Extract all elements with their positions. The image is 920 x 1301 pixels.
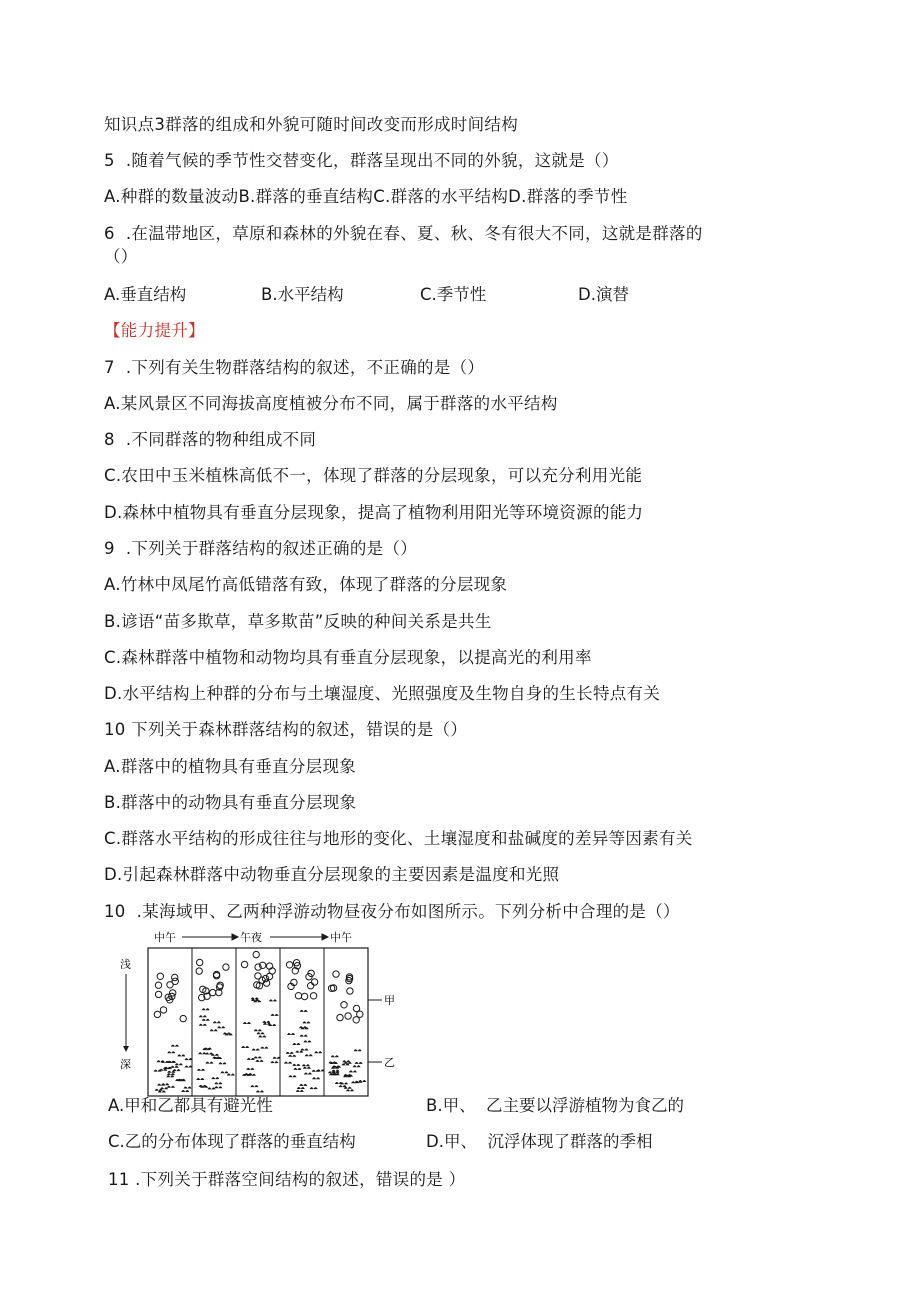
species-yi-mark: [269, 999, 277, 1001]
species-jia-mark: [172, 978, 178, 984]
species-yi-mark: [167, 1086, 175, 1088]
species-jia-mark: [301, 993, 307, 999]
species-jia-mark: [286, 962, 292, 968]
species-yi-mark: [299, 1084, 307, 1086]
species-yi-mark: [247, 1058, 255, 1060]
species-yi-mark: [167, 1073, 175, 1075]
species-yi-mark: [241, 1046, 249, 1048]
species-yi-mark: [270, 1061, 278, 1063]
species-yi-mark: [252, 1049, 260, 1051]
species-yi-mark: [246, 1068, 254, 1070]
q10a-option-b: B.群落中的动物具有垂直分层现象: [104, 793, 357, 812]
q9-option-b: B.谚语“苗多欺草，草多欺苗”反映的种间关系是共生: [104, 612, 492, 631]
species-yi-mark: [302, 1064, 310, 1066]
q11-stem: 11 .下列关于群落空间结构的叙述，错误的是 ）: [108, 1170, 466, 1189]
species-jia-mark: [155, 982, 161, 988]
species-yi-mark: [303, 1067, 311, 1069]
species-yi-mark: [171, 1066, 179, 1068]
species-yi-mark: [205, 1053, 213, 1055]
species-yi-mark: [286, 1052, 294, 1054]
species-jia-mark: [337, 1014, 343, 1020]
species-yi-mark: [331, 1055, 339, 1057]
species-yi-mark: [214, 1086, 222, 1088]
q10b-stem: 10 .某海域甲、乙两种浮游动物昼夜分布如图所示。下列分析中合理的是（）: [104, 902, 680, 921]
species-jia-mark: [333, 971, 339, 977]
species-yi-mark: [354, 1049, 362, 1051]
species-yi-mark: [211, 1077, 219, 1079]
species-yi-mark: [288, 1055, 296, 1057]
species-yi-mark: [310, 1087, 318, 1089]
species-jia-mark: [155, 991, 161, 997]
species-yi-mark: [346, 1089, 354, 1091]
species-yi-mark: [217, 1026, 225, 1028]
species-yi-mark: [332, 1070, 340, 1072]
species-yi-mark: [295, 1051, 303, 1053]
species-yi-mark: [206, 1062, 214, 1064]
species-yi-mark: [353, 1065, 361, 1067]
species-yi-mark: [202, 1008, 210, 1010]
species-yi-mark: [213, 1021, 221, 1023]
q5-options: A.种群的数量波动B.群落的垂直结构C.群落的水平结构D.群落的季节性: [104, 187, 628, 206]
species-jia-mark: [310, 993, 316, 999]
species-yi-mark: [202, 1019, 210, 1021]
species-jia-mark: [210, 989, 216, 995]
species-yi-mark: [185, 1058, 193, 1060]
species-yi-mark: [271, 1014, 279, 1016]
species-yi-mark: [219, 1062, 227, 1064]
species-yi-mark: [304, 1073, 312, 1075]
species-jia-mark: [160, 1007, 166, 1013]
species-yi-mark: [196, 1078, 204, 1080]
species-yi-mark: [198, 1052, 206, 1054]
species-yi-mark: [303, 1040, 311, 1042]
species-yi-mark: [175, 1063, 183, 1065]
species-yi-mark: [197, 1069, 205, 1071]
species-yi-mark: [300, 1010, 308, 1012]
species-yi-mark: [300, 1035, 308, 1037]
q10a-option-a: A.群落中的植物具有垂直分层现象: [104, 757, 357, 776]
q6-option-b: B.水平结构: [261, 285, 344, 304]
species-jia-mark: [347, 988, 353, 994]
species-yi-mark: [355, 1062, 363, 1064]
q6-stem: 6 .在温带地区，草原和森林的外貌在春、夏、秋、冬有很大不同，这就是群落的: [104, 224, 703, 243]
species-yi-mark: [349, 1070, 357, 1072]
species-yi-mark: [256, 1060, 264, 1062]
ability-heading: 【能力提升】: [104, 321, 205, 340]
species-yi-mark: [250, 1085, 258, 1087]
q9-option-a: A.竹林中凤尾竹高低错落有致，体现了群落的分层现象: [104, 575, 508, 594]
q10a-option-d: D.引起森林群落中动物垂直分层现象的主要因素是温度和光照: [104, 865, 560, 884]
q9-option-c: C.森林群落中植物和动物均具有垂直分层现象，以提高光的利用率: [104, 648, 592, 667]
species-yi-mark: [167, 1051, 175, 1053]
species-jia-mark: [345, 1013, 351, 1019]
species-yi-mark: [177, 1054, 185, 1056]
q10a-stem: 10 下列关于森林群落结构的叙述，错误的是（）: [104, 720, 468, 739]
species-yi-mark: [297, 1087, 305, 1089]
figure-label-yi: 乙: [384, 1056, 395, 1069]
species-yi-mark: [292, 1064, 300, 1066]
species-yi-mark: [227, 1074, 235, 1076]
species-yi-mark: [258, 1035, 266, 1037]
species-yi-mark: [284, 1062, 292, 1064]
q6-option-d: D.演替: [578, 285, 629, 304]
q10a-option-c: C.群落水平结构的形成往往与地形的变化、土壤湿度和盐碱度的差异等因素有关: [104, 829, 693, 848]
species-jia-mark: [180, 1015, 186, 1021]
species-yi-mark: [171, 1045, 179, 1047]
species-yi-mark: [214, 1082, 222, 1084]
q7-option-d: D.森林中植物具有垂直分层现象，提高了植物利用阳光等环境资源的能力: [104, 503, 644, 522]
species-yi-mark: [208, 1087, 216, 1089]
figure-label-shallow: 浅: [120, 958, 131, 971]
species-jia-mark: [353, 1005, 359, 1011]
figure-label-midnight: 午夜: [240, 931, 262, 944]
species-yi-mark: [296, 1090, 304, 1092]
q7-option-c: C.农田中玉米植株高低不一，体现了群落的分层现象，可以充分利用光能: [104, 466, 643, 485]
q10b-option-c: C.乙的分布体现了群落的垂直结构: [108, 1132, 356, 1151]
species-yi-mark: [335, 1082, 343, 1084]
q6-stem-cont: （）: [104, 247, 138, 266]
q5-stem: 5 .随着气候的季节性交替变化，群落呈现出不同的外貌，这就是（）: [104, 151, 619, 170]
q6-option-a: A.垂直结构: [104, 285, 187, 304]
species-yi-mark: [158, 1091, 166, 1093]
species-yi-mark: [185, 1066, 193, 1068]
species-yi-mark: [314, 1051, 322, 1053]
species-yi-mark: [210, 1029, 218, 1031]
species-yi-mark: [254, 1029, 262, 1031]
species-jia-mark: [197, 959, 203, 965]
plankton-distribution-figure: [116, 928, 416, 1098]
species-yi-mark: [220, 1071, 228, 1073]
species-yi-mark: [256, 1090, 264, 1092]
q7-stem: 7 .下列有关生物群落结构的叙述，不正确的是（）: [104, 358, 485, 377]
figure-label-noon-start: 中午: [154, 931, 176, 944]
species-yi-mark: [257, 1032, 265, 1034]
species-yi-mark: [160, 1087, 168, 1089]
q9-stem: 9 .下列关于群落结构的叙述正确的是（）: [104, 539, 418, 558]
species-yi-mark: [243, 1022, 251, 1024]
species-jia-mark: [311, 979, 317, 985]
species-yi-mark: [292, 1043, 300, 1045]
species-yi-mark: [181, 1090, 189, 1092]
plankton-marks: [154, 951, 367, 1092]
species-yi-mark: [342, 1063, 350, 1065]
species-yi-mark: [161, 1083, 169, 1085]
species-jia-mark: [196, 968, 202, 974]
q9-option-d: D.水平结构上种群的分布与土壤湿度、光照强度及生物自身的生长特点有关: [104, 684, 661, 703]
q7-option-a: A.某风景区不同海拔高度植被分布不同，属于群落的水平结构: [104, 394, 558, 413]
species-yi-mark: [273, 1057, 281, 1059]
figure-label-jia: 甲: [384, 994, 395, 1007]
species-yi-mark: [260, 1047, 268, 1049]
q10b-option-a: A.甲和乙都具有避光性: [108, 1096, 273, 1115]
species-yi-mark: [254, 1056, 262, 1058]
species-yi-mark: [305, 1054, 313, 1056]
figure-label-noon-end: 中午: [330, 931, 352, 944]
species-yi-mark: [300, 1049, 308, 1051]
species-yi-mark: [293, 1068, 301, 1070]
species-yi-mark: [184, 1087, 192, 1089]
species-jia-mark: [295, 993, 301, 999]
q10b-option-d: D.甲、 沉浮体现了群落的季相: [426, 1132, 653, 1151]
species-jia-mark: [253, 951, 259, 957]
species-yi-mark: [199, 1024, 207, 1026]
species-jia-mark: [157, 973, 163, 979]
species-yi-mark: [287, 1033, 295, 1035]
species-yi-mark: [302, 1021, 310, 1023]
species-jia-mark: [154, 1011, 160, 1017]
species-jia-mark: [341, 1002, 347, 1008]
section-title: 知识点3群落的组成和外貌可随时间改变而形成时间结构: [104, 115, 518, 134]
q7-option-b: 8 .不同群落的物种组成不同: [104, 430, 317, 449]
species-yi-mark: [166, 1075, 174, 1077]
q10b-option-b: B.甲、 乙主要以浮游植物为食乙的: [426, 1096, 685, 1115]
species-jia-mark: [223, 964, 229, 970]
species-jia-mark: [353, 1017, 359, 1023]
species-yi-mark: [312, 1077, 320, 1079]
q6-option-c: C.季节性: [420, 285, 487, 304]
species-yi-mark: [262, 1021, 270, 1023]
species-yi-mark: [199, 1015, 207, 1017]
figure-label-deep: 深: [120, 1058, 131, 1071]
species-yi-mark: [289, 1075, 297, 1077]
species-jia-mark: [241, 961, 247, 967]
species-jia-mark: [308, 983, 314, 989]
